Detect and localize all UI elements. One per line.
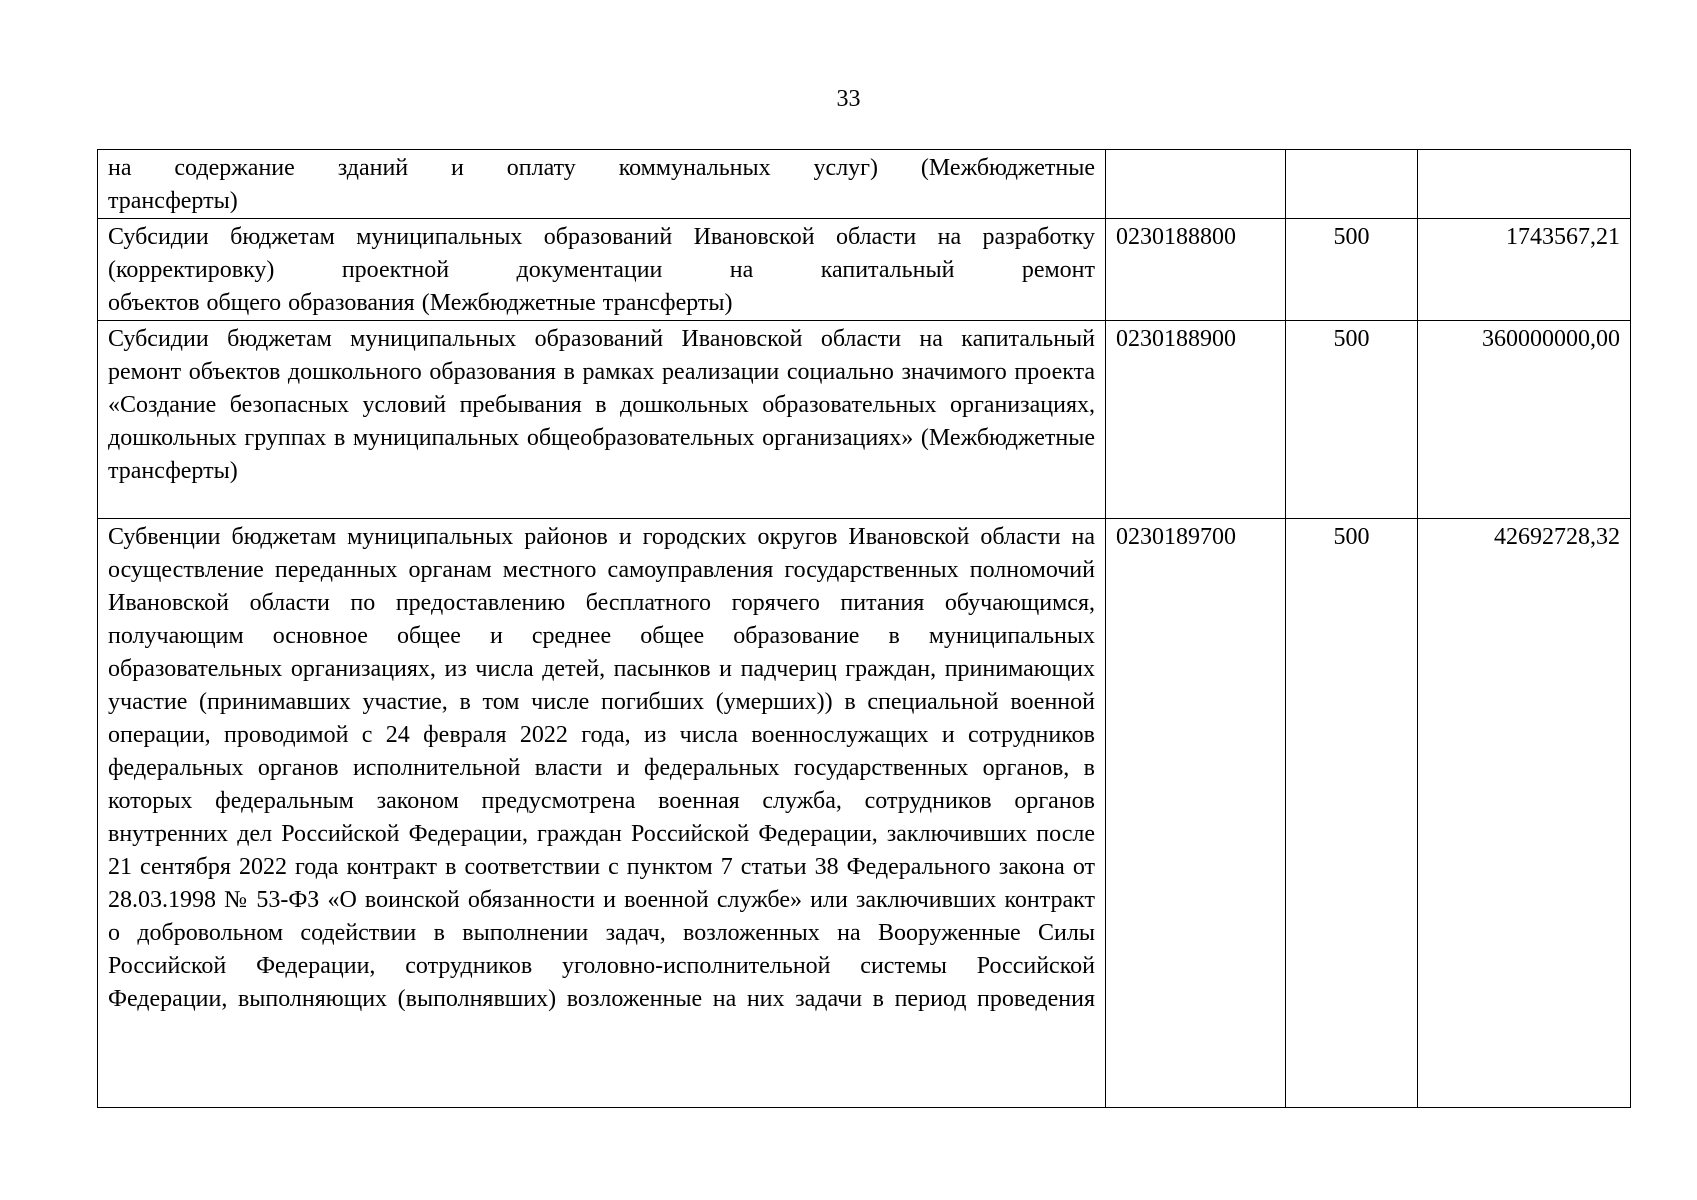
amount-cell: 360000000,00 xyxy=(1418,321,1631,519)
amount-cell: 42692728,32 xyxy=(1418,519,1631,1108)
expense-name-text: Субвенции бюджетам муниципальных районов и городских округов Ивановской области на осуществление переданных органам местного самоуправления государственных полномочий Ивановской области по предоставлению бесплатного горячего питания обучающимся, получающим основное общее и среднее общее образование в муниципальных образовательных организациях, из числа детей, пасынков и падчериц граждан, принимающих участие (принимавших участие, в том числе погибших (умерших)) в специальной военной операции, проводимой с 24 февраля 2022 года, из числа военнослужащих и сотрудников федеральных органов исполнительной власти и федеральных государственных органов, в которых федеральным законом предусмотрена военная служба, сотрудников органов внутренних дел Российской Федерации, граждан Российской Федерации, заключивших после 21 сентября 2022 года контракт в соответствии с пунктом 7 статьи 38 Федерального закона от 28.03.1998 № 53-ФЗ «О воинской обязанности и военной службе» или заключивших контракт о добровольном содействии в выполнении задач, возложенных на Вооруженные Силы Российской Федерации, сотрудников уголовно-исполнительной системы Российской Федерации, выполняющих (выполнявших) возложенные на них задачи в период проведения xyxy=(108,524,1095,1012)
table-row xyxy=(98,519,1631,1108)
table-row xyxy=(98,150,1631,219)
expense-kind-cell: 500 xyxy=(1286,219,1418,321)
table-row xyxy=(98,219,1631,321)
target-article-code-cell xyxy=(1106,150,1286,219)
expense-name-text: Субсидии бюджетам муниципальных образований Ивановской области на разработку (корректировку) проектной документации на капитальный ремонт xyxy=(108,224,1095,283)
expense-kind-cell: 500 xyxy=(1286,519,1418,1108)
expense-name-cell xyxy=(98,519,1106,1108)
expense-kind-cell: 500 xyxy=(1286,321,1418,519)
expense-name-text: на содержание зданий и оплату коммунальных услуг) (Межбюджетные xyxy=(108,155,1095,181)
amount-cell: 1743567,21 xyxy=(1418,219,1631,321)
expense-name-text: Субсидии бюджетам муниципальных образований Ивановской области на капитальный ремонт объектов дошкольного образования в рамках реализации социально значимого проекта «Создание безопасных условий пребывания в дошкольных образовательных организациях, дошкольных группах в муниципальных общеобразовательных организациях» (Межбюджетные xyxy=(108,326,1095,451)
expense-kind-cell xyxy=(1286,150,1418,219)
expense-name-end: объектов общего образования (Межбюджетные трансферты) xyxy=(108,290,733,316)
page-number: 33 xyxy=(836,86,861,112)
expense-name-cell xyxy=(98,219,1106,321)
target-article-code-cell: 0230189700 xyxy=(1106,519,1286,1108)
expense-name-end: трансферты) xyxy=(108,188,238,214)
budget-table xyxy=(97,149,1631,1108)
target-article-code-cell: 0230188800 xyxy=(1106,219,1286,321)
table-row xyxy=(98,321,1631,519)
expense-name-cell xyxy=(98,150,1106,219)
target-article-code-cell: 0230188900 xyxy=(1106,321,1286,519)
expense-name-cell xyxy=(98,321,1106,519)
expense-name-end: трансферты) xyxy=(108,458,238,484)
amount-cell xyxy=(1418,150,1631,219)
